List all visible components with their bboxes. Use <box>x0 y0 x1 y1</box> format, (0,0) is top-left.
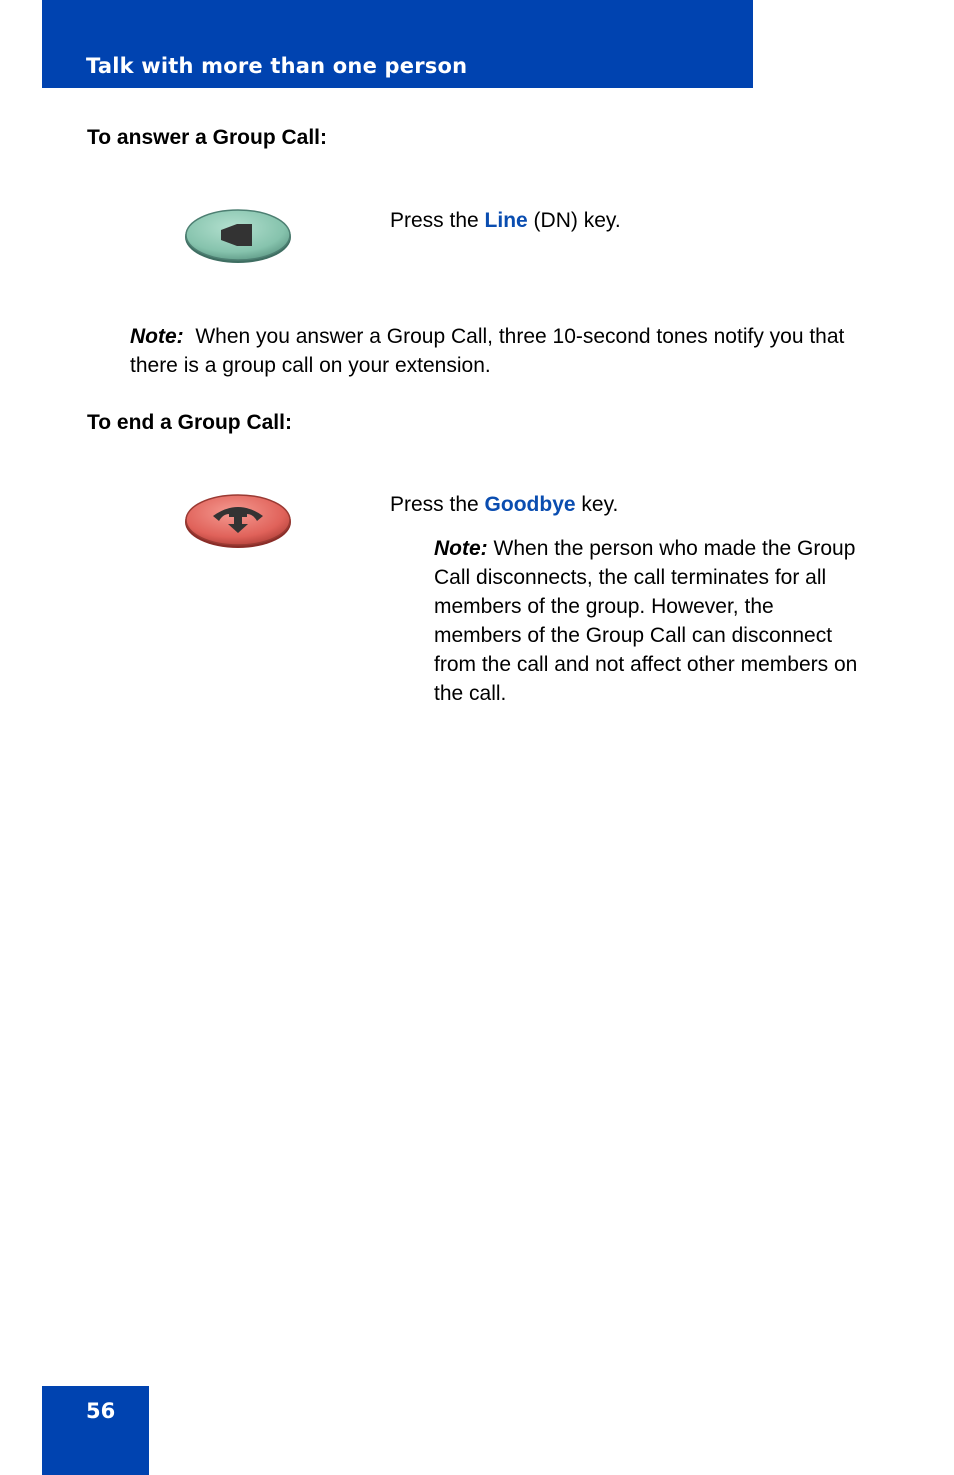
line-key-icon <box>183 206 295 266</box>
instruction-suffix: (DN) key. <box>527 209 621 232</box>
line-key-label: Line <box>484 209 528 232</box>
answer-note <box>130 322 870 380</box>
end-group-call-heading: To end a Group Call: <box>87 411 292 434</box>
note-text: When the person who made the Group Call disconnects, the call terminates for all members of the group. However, the members of the Group Call can disconnect from the call and not affect other members on the call. <box>434 537 858 705</box>
goodbye-key-icon <box>183 490 295 550</box>
note-text: When you answer a Group Call, three 10-second tones notify you that there is a group call on your extension. <box>130 325 845 377</box>
note-label: Note: <box>130 325 184 348</box>
instruction-prefix: Press the <box>390 209 485 232</box>
line-key-instruction <box>390 206 621 235</box>
page-number: 56 <box>86 1399 116 1423</box>
instruction-suffix: key. <box>575 493 619 516</box>
instruction-prefix: Press the <box>390 493 485 516</box>
goodbye-key-label: Goodbye <box>484 493 576 516</box>
header-bar <box>42 0 753 88</box>
note-label: Note: <box>434 537 488 560</box>
page-number-box <box>42 1386 149 1475</box>
page-header-title: Talk with more than one person <box>86 54 468 78</box>
end-note <box>434 534 866 708</box>
answer-group-call-heading: To answer a Group Call: <box>87 126 327 149</box>
goodbye-key-instruction <box>390 490 618 519</box>
